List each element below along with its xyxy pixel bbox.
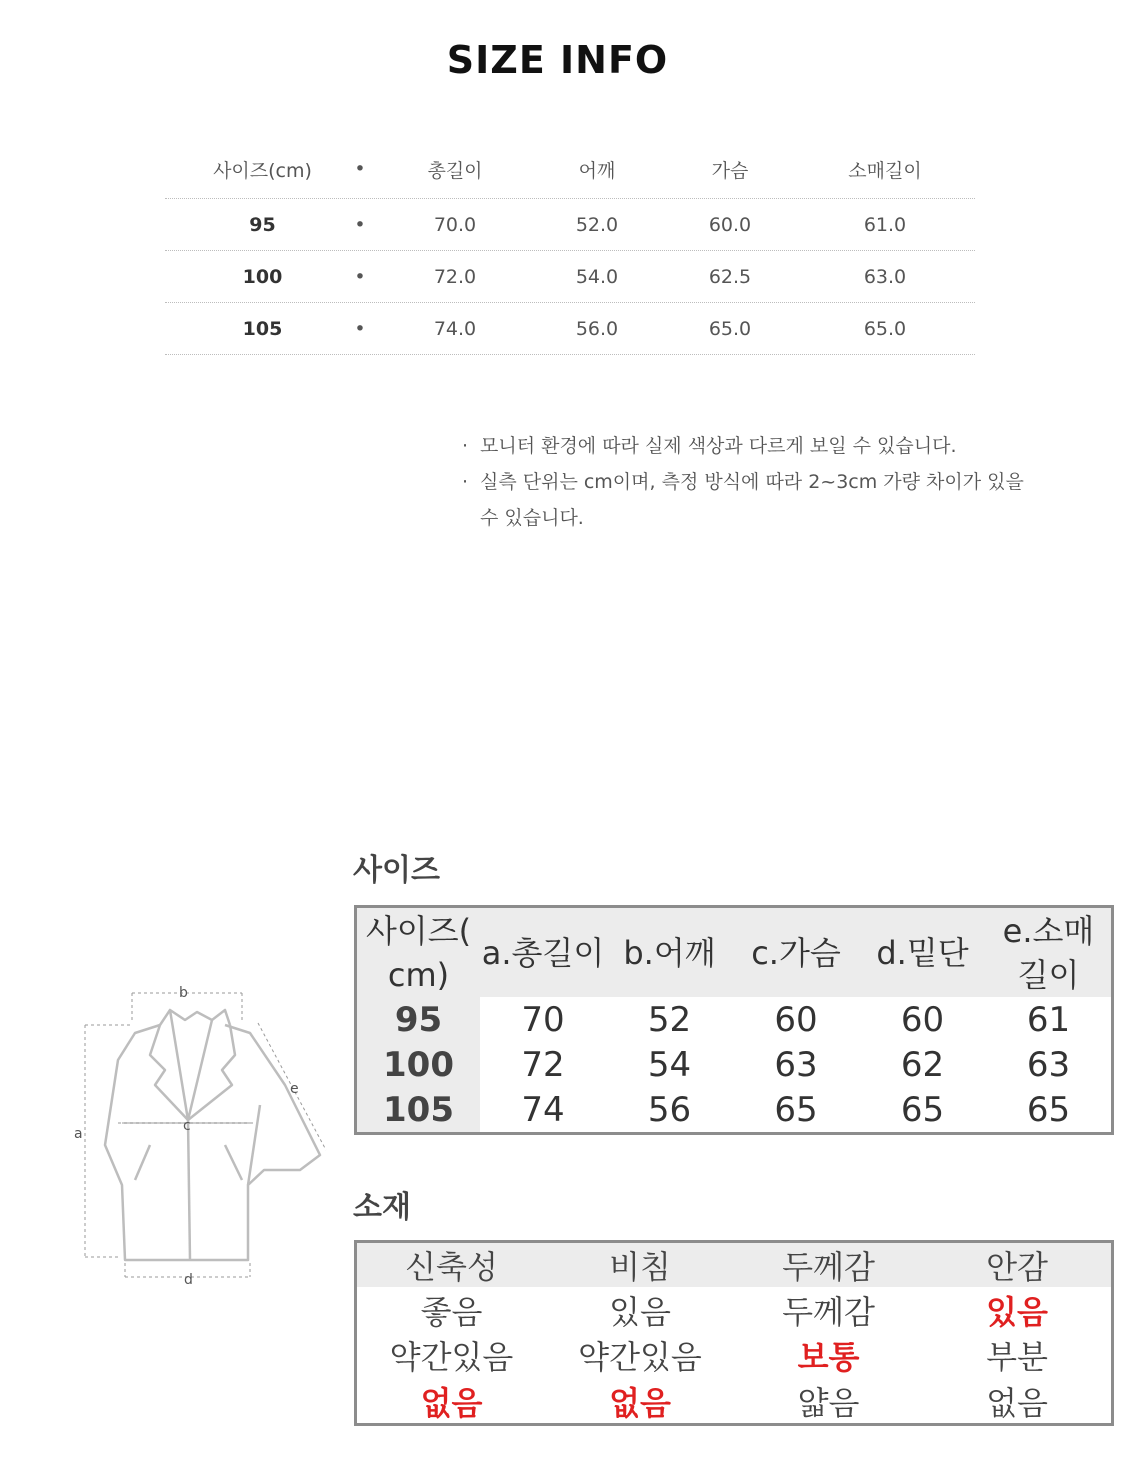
size-row-value: 70	[521, 999, 565, 1040]
note-text: 모니터 환경에 따라 실제 색상과 다르게 보일 수 있습니다.	[480, 435, 957, 457]
size-row-value: 65	[1026, 1089, 1071, 1130]
header-shoulder: 어깨	[578, 159, 616, 182]
material-header-lining: 안감	[986, 1248, 1048, 1286]
row-sleeve: 65.0	[863, 317, 907, 340]
size-row-value: 61	[1026, 999, 1071, 1040]
row-bullet: •	[354, 317, 366, 340]
size-row-size: 100	[383, 1044, 454, 1085]
size-row-value: 65	[774, 1089, 818, 1130]
material-cell: 있음	[986, 1292, 1048, 1331]
row-size: 100	[242, 265, 283, 288]
material-cell: 있음	[609, 1292, 671, 1331]
material-header-sheer: 비침	[609, 1248, 671, 1286]
material-table	[354, 1240, 1114, 1426]
dimension-lines	[85, 993, 326, 1277]
row-chest: 65.0	[708, 317, 752, 340]
size-row-value: 56	[647, 1089, 692, 1130]
material-cell: 없음	[420, 1383, 483, 1422]
table-row	[165, 303, 975, 355]
size-row-value: 60	[900, 999, 945, 1040]
size-row-value: 62	[900, 1044, 945, 1085]
row-size: 95	[249, 213, 276, 236]
row-chest: 60.0	[708, 213, 752, 236]
material-cell: 약간있음	[578, 1338, 702, 1377]
size-header-chest: c.가슴	[751, 933, 841, 972]
coat-outline	[105, 1010, 320, 1260]
row-bullet: •	[354, 213, 366, 236]
header-bullet: •	[354, 158, 366, 180]
row-size: 105	[242, 317, 283, 340]
page-title: SIZE INFO	[446, 38, 669, 82]
label-e: e	[290, 1081, 299, 1097]
label-a: a	[74, 1126, 83, 1142]
label-c: c	[183, 1118, 191, 1134]
size-table	[354, 905, 1114, 1135]
size-header-shoulder: b.어깨	[623, 933, 716, 972]
size-row-value: 72	[521, 1044, 565, 1085]
size-header-size: 사이즈( cm)	[365, 911, 472, 994]
size-row-value: 54	[647, 1044, 692, 1085]
size-header-hem: d.밑단	[876, 933, 969, 972]
size-row-value: 63	[1026, 1044, 1071, 1085]
row-total-length: 70.0	[433, 213, 477, 236]
size-info-table	[165, 140, 975, 355]
material-cell: 두께감	[782, 1292, 875, 1331]
table-row	[165, 199, 975, 251]
size-header-sleeve: e.소매 길이	[1002, 911, 1095, 994]
header-total-length: 총길이	[427, 159, 483, 182]
notes	[462, 428, 1062, 536]
label-d: d	[184, 1272, 193, 1288]
row-sleeve: 61.0	[863, 213, 907, 236]
table-row	[165, 251, 975, 303]
coat-diagram	[70, 985, 340, 1290]
material-cell: 없음	[986, 1383, 1048, 1422]
row-sleeve: 63.0	[863, 265, 907, 288]
header-size: 사이즈(cm)	[213, 159, 312, 182]
note-item	[462, 428, 1062, 464]
material-cell: 보통	[797, 1338, 860, 1377]
size-row-value: 63	[774, 1044, 818, 1085]
size-info-header-row	[165, 140, 975, 199]
size-row-value: 65	[900, 1089, 945, 1130]
row-shoulder: 52.0	[575, 213, 619, 236]
row-shoulder: 54.0	[575, 265, 619, 288]
material-cell: 부분	[986, 1338, 1048, 1377]
row-chest: 62.5	[708, 265, 752, 288]
size-row-value: 60	[774, 999, 818, 1040]
header-chest: 가슴	[711, 159, 749, 182]
row-total-length: 74.0	[433, 317, 477, 340]
size-row-size: 95	[394, 999, 443, 1040]
material-cell: 약간있음	[389, 1338, 514, 1377]
note-text: 실측 단위는 cm이며, 측정 방식에 따라 2~3cm 가량 차이가 있을 수 있습니다.	[480, 471, 1024, 529]
size-header-total-length: a.총길이	[481, 933, 605, 972]
material-cell: 얇음	[797, 1383, 860, 1422]
row-total-length: 72.0	[433, 265, 477, 288]
size-section-title: 사이즈	[353, 853, 440, 888]
row-shoulder: 56.0	[575, 317, 619, 340]
material-cell: 없음	[609, 1383, 671, 1422]
material-section-title: 소재	[353, 1190, 411, 1225]
size-row-value: 74	[521, 1089, 565, 1130]
note-item	[462, 464, 1062, 536]
header-sleeve: 소매길이	[848, 159, 922, 182]
label-b: b	[179, 985, 188, 1001]
material-header-stretch: 신축성	[405, 1248, 498, 1286]
size-row-size: 105	[383, 1089, 454, 1130]
size-row-value: 52	[647, 999, 692, 1040]
note-bullet: ·	[462, 435, 469, 457]
row-bullet: •	[354, 265, 366, 288]
note-bullet: ·	[462, 471, 469, 493]
material-cell: 좋음	[420, 1292, 483, 1331]
material-header-thickness: 두께감	[782, 1248, 875, 1286]
